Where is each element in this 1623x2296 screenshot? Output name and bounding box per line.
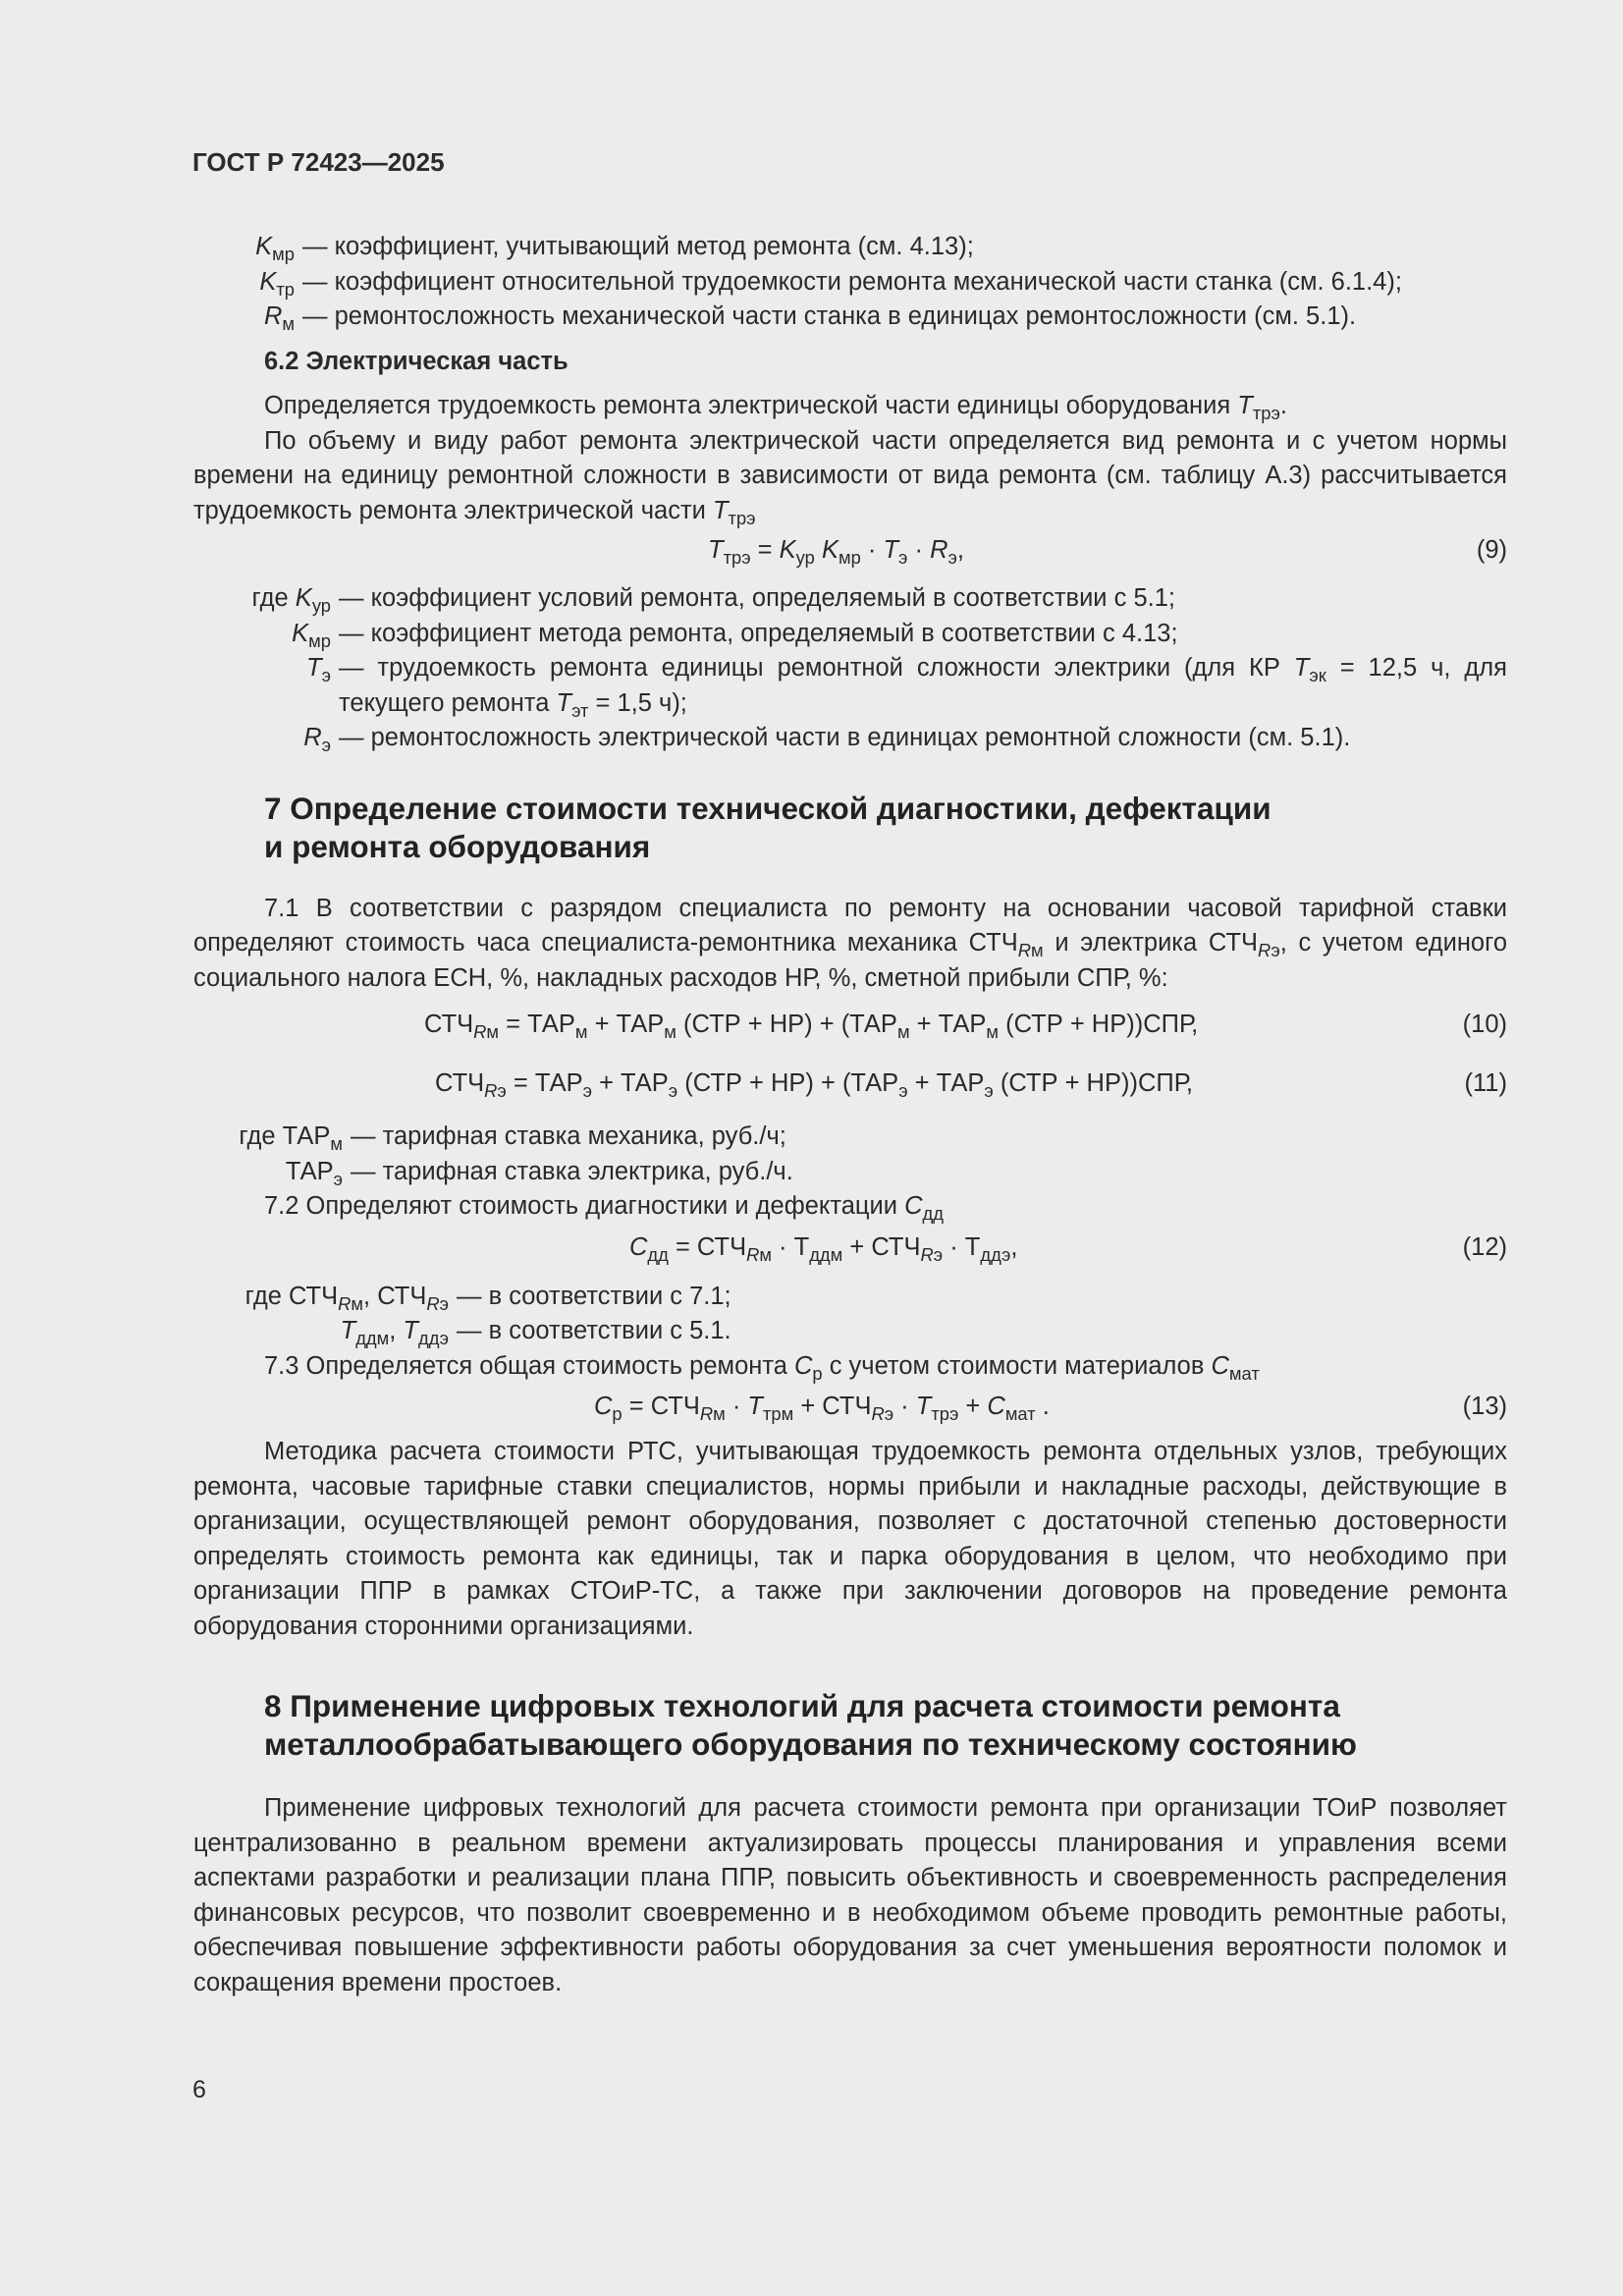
definition-symbol: $R_м$ — [263, 302, 295, 334]
definition-text: — тарифная ставка механика, руб./ч; — [351, 1122, 786, 1150]
heading-line: металлообрабатывающего оборудования по техническому состоянию — [264, 1726, 1357, 1762]
definition-text: — в соответствии с 7.1; — [457, 1282, 731, 1310]
formula-number: (10) — [1462, 1011, 1507, 1038]
formula-expression: $T_{трэ} = K_{ур}$ $K_{мр} \cdot T_э \cdot R_э$, — [708, 536, 964, 568]
definition-symbol: $K_{тр}$ — [259, 267, 295, 300]
page-content — [193, 230, 1507, 2000]
definition-text: — тарифная ставка электрика, руб./ч. — [351, 1157, 793, 1185]
definition-text: — коэффициент условий ремонта, определяемый в соответствии с 5.1; — [339, 584, 1176, 612]
section-heading-7 — [193, 790, 1507, 866]
formula-11 — [193, 1055, 1507, 1114]
formula-number: (12) — [1462, 1232, 1507, 1261]
subsection-heading-6-2: 6.2 Электрическая часть — [264, 347, 568, 375]
definition-symbol: $ТАР_э$ — [285, 1157, 343, 1189]
section-heading-8 — [193, 1687, 1507, 1764]
definition-row — [193, 651, 1507, 721]
paragraph: По объему и виду работ ремонта электрической части определяется вид ремонта и с учетом нормы времени на единицу ремонтной сложности в зависимости от вида ремонта (см. таблицу А.3) рассчитывается трудоемкость ремонта электрической части $T_{трэ}$ — [193, 426, 1507, 528]
definition-row — [193, 1120, 1507, 1155]
formula-12 — [193, 1225, 1507, 1276]
paragraph-7-2: 7.2 Определяют стоимость диагностики и дефектации $C_{дд}$ — [264, 1192, 944, 1224]
definition-text: — в соответствии с 5.1. — [457, 1317, 731, 1344]
definition-row — [193, 1280, 1507, 1315]
definition-symbol: где $СТЧ_{Rм}$, $СТЧ_{Rэ}$ — [244, 1282, 449, 1314]
formula-number: (11) — [1464, 1069, 1507, 1097]
paragraph: Определяется трудоемкость ремонта электрической части единицы оборудования $T_{трэ}$. — [264, 392, 1287, 423]
definitions-list-12 — [193, 1280, 1507, 1349]
definitions-list-tariff — [193, 1120, 1507, 1189]
paragraph-method: Методика расчета стоимости РТС, учитывающая трудоемкость ремонта отдельных узлов, требующих ремонта, часовые тарифные ставки специалистов, нормы прибыли и накладные расходы, действующие в организации, осуществляющей ремонт оборудования, позволяет с достаточной степенью достоверности определять стоимость ремонта как единицы, так и парка оборудования в целом, что необходимо при организации ППР в рамках СТОиР-ТС, а также при заключении договоров на проведение ремонта оборудования сторонними организациями. — [193, 1438, 1507, 1640]
definition-text: — трудоемкость ремонта единицы ремонтной сложности электрики (для КР $T_{эк} = 12,5$ ч, для текущего ремонта $T_{эт} = 1,5$ ч); — [339, 654, 1507, 721]
definition-text: — ремонтосложность электрической части в единицах ремонтной сложности (см. 5.1). — [339, 724, 1351, 751]
definition-text: — коэффициент метода ремонта, определяемый в соответствии с 4.13; — [339, 619, 1178, 647]
definition-symbol: $K_{мр}$ — [292, 619, 331, 651]
formula-expression: $СТЧ_{Rм} = ТАР_м + ТАР_м$ $(СТР + НР) + (ТАР_м + ТАР_м$ (СТР + НР))СПР, — [424, 1011, 1199, 1042]
formula-13 — [193, 1384, 1507, 1435]
heading-line: 8 Применение цифровых технологий для расчета стоимости ремонта — [264, 1688, 1340, 1723]
paragraph-7-3: 7.3 Определяется общая стоимость ремонта $C_р$ с учетом стоимости материалов $C_{мат}$ — [264, 1351, 1260, 1384]
definition-row — [193, 1314, 1507, 1349]
page-number: 6 — [192, 2076, 206, 2104]
heading-line: 7 Определение стоимости технической диагностики, дефектации — [264, 790, 1271, 826]
definition-text: — коэффициент, учитывающий метод ремонта (см. 4.13); — [302, 233, 974, 260]
definition-row — [193, 581, 1507, 617]
standard-designation: ГОСТ Р 72423—2025 — [192, 147, 445, 177]
definition-symbol: $T_{ддм}$, $T_{ддэ}$ — [340, 1317, 449, 1348]
formula-number: (13) — [1462, 1393, 1507, 1420]
definition-symbol: $R_э$ — [303, 724, 331, 755]
definition-text: — коэффициент относительной трудоемкости ремонта механической части станка (см. 6.1.4); — [302, 267, 1402, 296]
definition-row — [193, 1155, 1507, 1190]
definition-symbol: $K_{мр}$ — [255, 233, 295, 264]
formula-expression: $СТЧ_{Rэ} = ТАР_э + ТАР_э$ $(СТР + НР) + (ТАР_э + ТАР_э$ (СТР + НР))СПР, — [435, 1069, 1193, 1101]
formula-9 — [193, 528, 1507, 581]
paragraph-8: Применение цифровых технологий для расчета стоимости ремонта при организации ТОиР позволяет централизованно в реальном времени актуализировать процессы планирования и управления всеми аспектами разработки и реализации плана ППР, повысить объективность и своевременность распределения финансовых ресурсов, что позволит своевременно и в необходимом объеме проводить ремонтные работы, обеспечивая повышение эффективности работы оборудования за счет уменьшения вероятности поломок и сокращения времени простоев. — [193, 1794, 1507, 1996]
definition-row — [193, 265, 1507, 301]
paragraph-7-1: 7.1 В соответствии с разрядом специалиста по ремонту на основании часовой тарифной ставки определяют стоимость часа специалиста-ремонтника механика $СТЧ_{Rм}$ и электрика $СТЧ_{Rэ}$, с учетом единого социального налога ЕСН, %, накладных расходов НР, %, сметной прибыли СПР, %: — [193, 894, 1507, 992]
definition-row — [193, 300, 1507, 335]
definitions-list-6-2 — [193, 581, 1507, 756]
formula-expression: $C_{дд} = СТЧ_{Rм} \cdot Т_{ддм} + СТЧ_{Rэ} \cdot Т_{ддэ}$, — [629, 1232, 1018, 1265]
definition-symbol: где $K_{ур}$ — [251, 584, 331, 616]
definition-row — [193, 617, 1507, 652]
definition-symbol: $T_э$ — [306, 654, 331, 685]
definition-text: — ремонтосложность механической части станка в единицах ремонтосложности (см. 5.1). — [302, 302, 1357, 330]
formula-number: (9) — [1476, 536, 1507, 564]
definition-row — [193, 230, 1507, 265]
heading-line: и ремонта оборудования — [264, 828, 651, 864]
definition-symbol: где $ТАР_м$ — [239, 1122, 343, 1154]
definitions-list-top — [193, 230, 1507, 335]
formula-10 — [193, 996, 1507, 1055]
formula-expression: $C_р = СТЧ_{Rм} \cdot T_{трм} + СТЧ_{Rэ} \cdot T_{трэ} + C_{мат}$ . — [594, 1393, 1050, 1424]
definition-row — [193, 721, 1507, 756]
